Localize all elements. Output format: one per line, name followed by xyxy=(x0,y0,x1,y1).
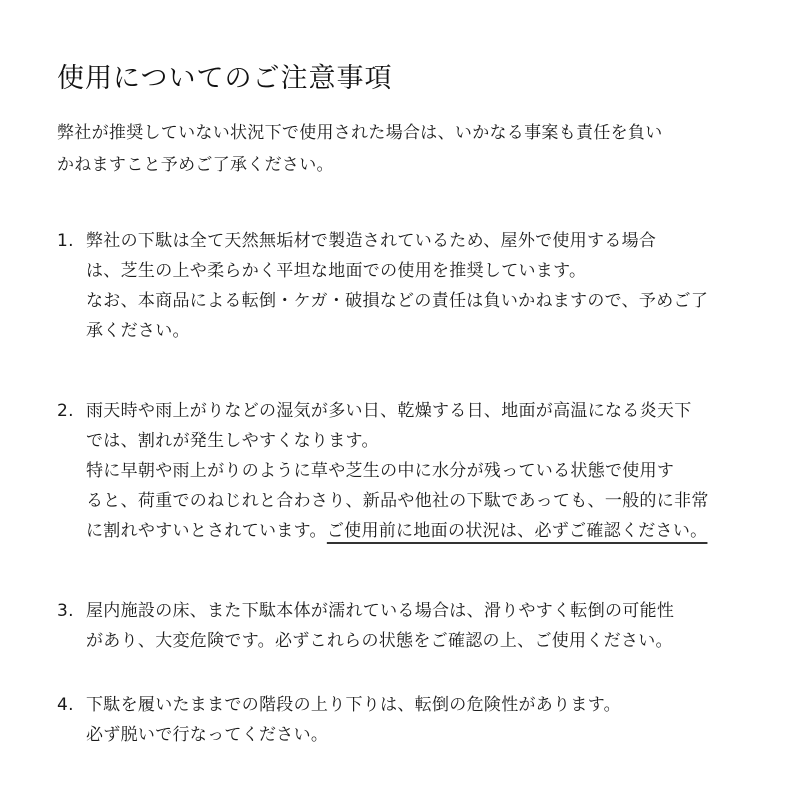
item-line: があり、大変危険です。必ずこれらの状態をご確認の上、ご使用ください。 xyxy=(86,631,673,651)
item-line: 承ください。 xyxy=(86,321,190,341)
intro-line: 弊社が推奨していない状況下で使用された場合は、いかなる事案も責任を負い xyxy=(57,123,663,143)
notice-item-3 xyxy=(57,596,777,656)
underlined-warning: ご使用前に地面の状況は、必ずご確認ください。 xyxy=(326,521,708,541)
notice-item-1 xyxy=(57,226,777,346)
item-number: 4. xyxy=(57,695,74,715)
intro-paragraph xyxy=(57,117,777,181)
item-line: 必ず脱いで行なってください。 xyxy=(86,725,329,745)
item-line-with-emphasis xyxy=(86,516,777,546)
item-line: 雨天時や雨上がりなどの湿気が多い日、乾燥する日、地面が高温になる炎天下 xyxy=(86,401,692,421)
page-title: 使用についてのご注意事項 xyxy=(57,63,393,94)
item-body xyxy=(86,690,777,750)
item-number: 3. xyxy=(57,601,74,621)
item-body xyxy=(86,396,777,546)
item-line: 弊社の下駄は全て天然無垢材で製造されているため、屋外で使用する場合 xyxy=(86,231,657,251)
item-line: では、割れが発生しやすくなります。 xyxy=(86,431,379,451)
notice-item-4 xyxy=(57,690,777,750)
item-line: 特に早朝や雨上がりのように草や芝生の中に水分が残っている状態で使用す xyxy=(86,461,675,481)
item-number: 1. xyxy=(57,231,74,251)
item-body xyxy=(86,226,777,346)
item-line: は、芝生の上や柔らかく平坦な地面での使用を推奨しています。 xyxy=(86,261,587,281)
item-line: 屋内施設の床、また下駄本体が濡れている場合は、滑りやすく転倒の可能性 xyxy=(86,601,675,621)
notice-item-2 xyxy=(57,396,777,546)
item-number: 2. xyxy=(57,401,74,421)
item-line: 下駄を履いたままでの階段の上り下りは、転倒の危険性があります。 xyxy=(86,695,621,715)
item-line: ると、荷重でのねじれと合わさり、新品や他社の下駄であっても、一般的に非常 xyxy=(86,491,709,511)
intro-line: かねますこと予めご了承ください。 xyxy=(57,155,334,175)
item-body xyxy=(86,596,777,656)
item-text: に割れやすいとされています。 xyxy=(86,521,327,541)
item-line: なお、本商品による転倒・ケガ・破損などの責任は負いかねますので、予めご了 xyxy=(86,291,709,311)
